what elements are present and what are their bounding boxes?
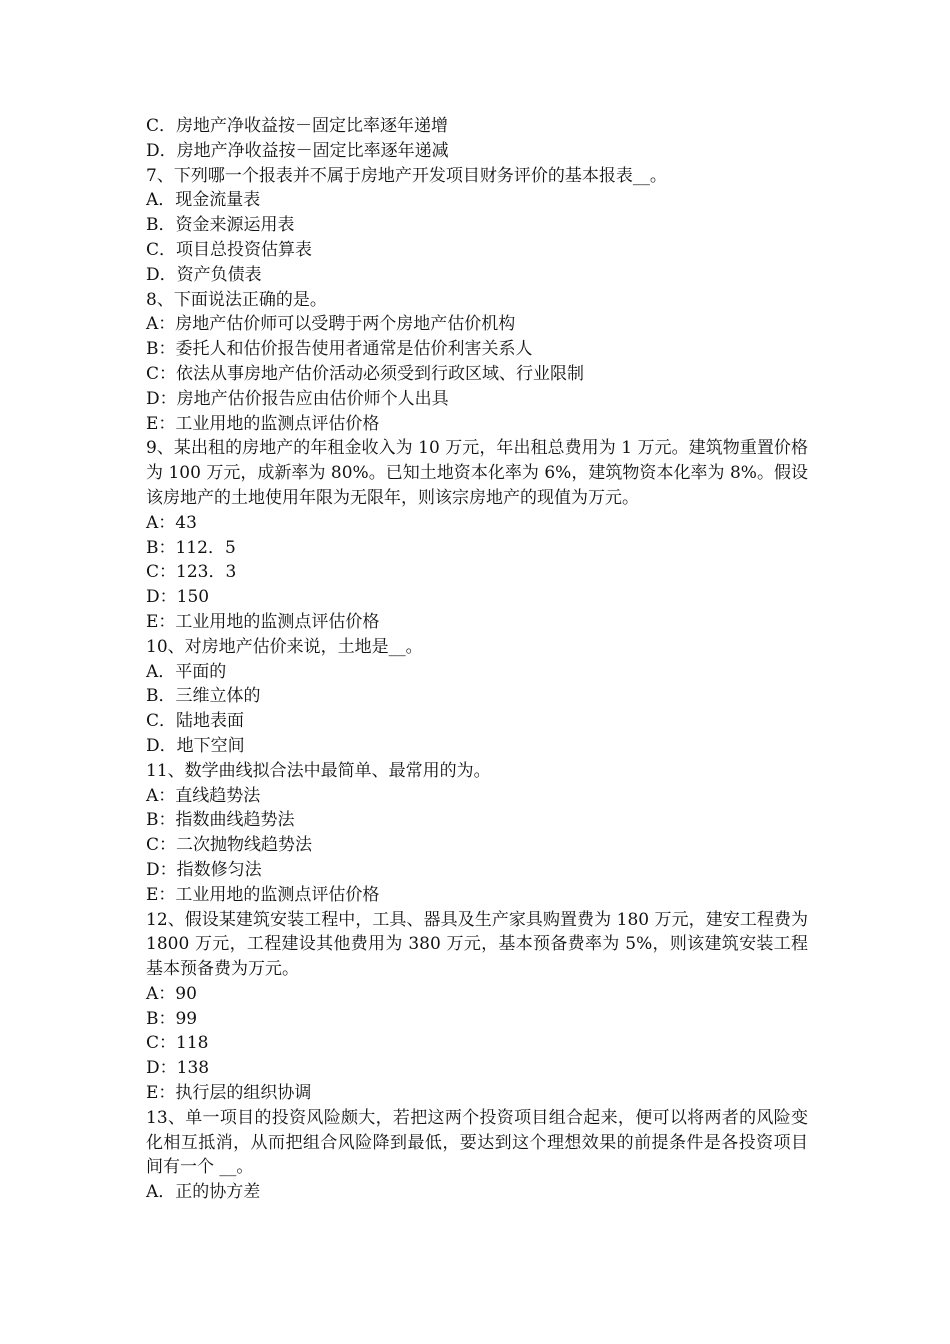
- question-line: 11、数学曲线拟合法中最简单、最常用的为。: [146, 760, 491, 781]
- option-line: C．陆地表面: [146, 711, 245, 732]
- option-line: D．房地产净收益按－固定比率逐年递减: [146, 140, 449, 161]
- option-line: B：99: [146, 1008, 198, 1029]
- option-line: A：房地产估价师可以受聘于两个房地产估价机构: [146, 314, 516, 335]
- option-line: C：118: [146, 1033, 209, 1054]
- option-line: E：工业用地的监测点评估价格: [146, 884, 380, 905]
- option-line: C：依法从事房地产估价活动必须受到行政区域、行业限制: [146, 363, 585, 384]
- question-line: 8、下面说法正确的是。: [146, 289, 327, 310]
- option-line: A．现金流量表: [146, 190, 261, 211]
- option-line: E：工业用地的监测点评估价格: [146, 611, 380, 632]
- option-line: A：43: [146, 512, 197, 533]
- option-line: B．资金来源运用表: [146, 215, 295, 236]
- option-line: D．资产负债表: [146, 264, 262, 285]
- option-line: E：执行层的组织协调: [146, 1083, 312, 1104]
- question-paragraph: 12、假设某建筑安装工程中，工具、器具及生产家具购置费为 180 万元，建安工程费为 1800 万元，工程建设其他费用为 380 万元，基本预备费率为 5%，则该建筑安装工程基本预备费为万元。: [146, 909, 808, 980]
- option-line: B．三维立体的: [146, 686, 261, 707]
- document-page: [146, 114, 808, 1205]
- question-paragraph: 13、单一项目的投资风险颇大，若把这两个投资项目组合起来，便可以将两者的风险变化相互抵消，从而把组合风险降到最低，要达到这个理想效果的前提条件是各投资项目间有一个 __。: [146, 1107, 808, 1178]
- option-line: A：90: [146, 983, 197, 1004]
- question-paragraph: 9、某出租的房地产的年租金收入为 10 万元，年出租总费用为 1 万元。建筑物重置价格为 100 万元，成新率为 80%。已知土地资本化率为 6%，建筑物资本化率为 8%。假设该房地产的土地使用年限为无限年，则该宗房地产的现值为万元。: [146, 438, 808, 508]
- option-line: C：二次抛物线趋势法: [146, 835, 313, 856]
- question-line: 7、下列哪一个报表并不属于房地产开发项目财务评价的基本报表__。: [146, 165, 667, 186]
- option-line: B：指数曲线趋势法: [146, 810, 295, 831]
- option-line: A．正的协方差: [146, 1182, 261, 1203]
- option-line: E：工业用地的监测点评估价格: [146, 413, 380, 434]
- option-line: A．平面的: [146, 661, 227, 682]
- option-line: D．地下空间: [146, 735, 245, 756]
- option-line: B：委托人和估价报告使用者通常是估价利害关系人: [146, 339, 533, 360]
- option-line: D：房地产估价报告应由估价师个人出具: [146, 388, 449, 409]
- option-line: D：指数修匀法: [146, 859, 262, 880]
- option-line: C．项目总投资估算表: [146, 239, 313, 260]
- option-line: D：138: [146, 1058, 210, 1079]
- option-line: C：123．3: [146, 562, 237, 583]
- question-line: 10、对房地产估价来说，土地是__。: [146, 636, 423, 657]
- option-line: A：直线趋势法: [146, 785, 261, 806]
- option-line: C．房地产净收益按－固定比率逐年递增: [146, 116, 449, 136]
- option-line: D：150: [146, 587, 210, 608]
- option-line: B：112．5: [146, 537, 236, 558]
